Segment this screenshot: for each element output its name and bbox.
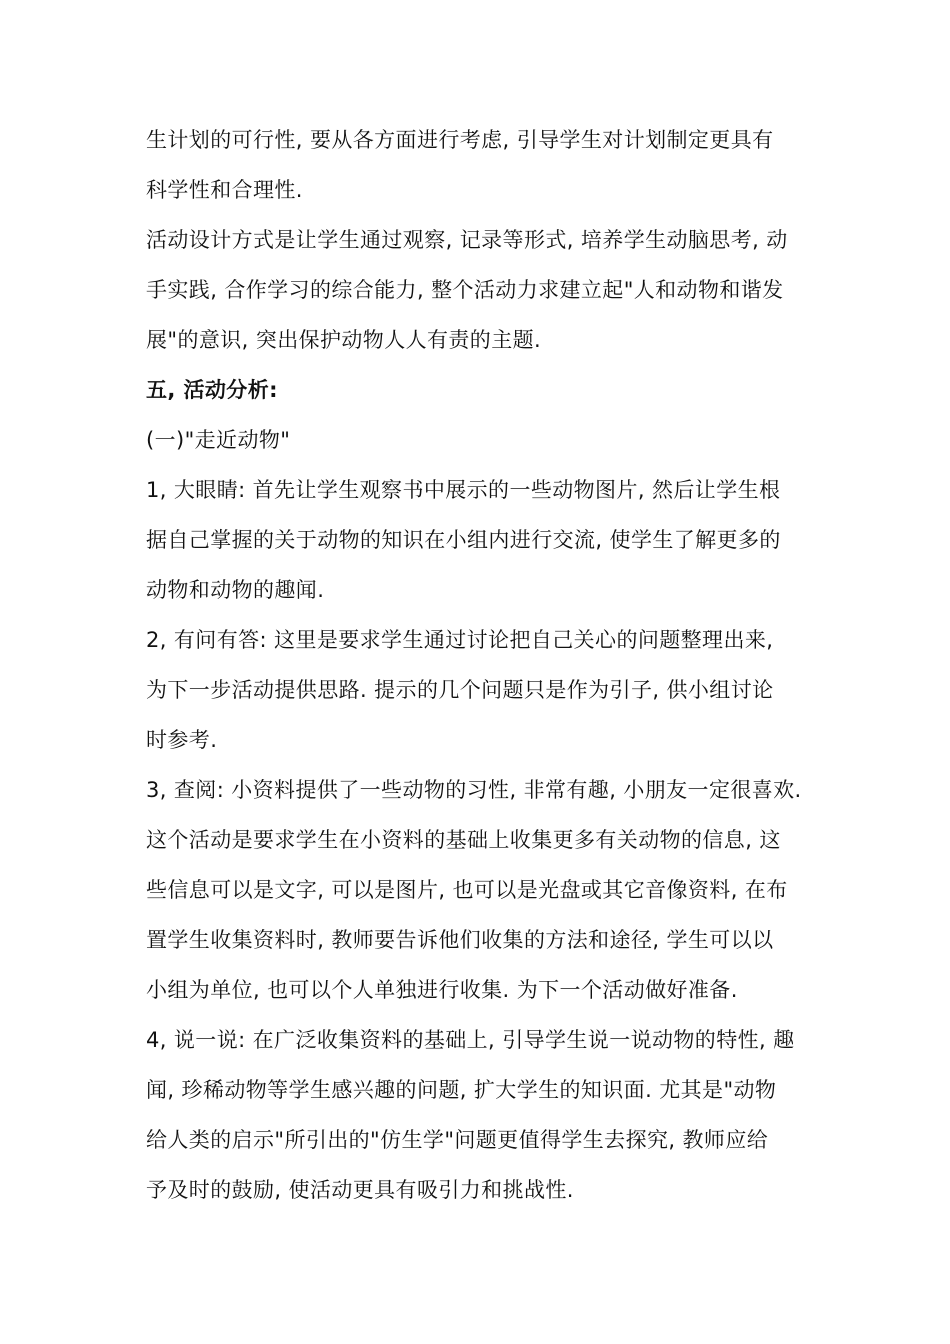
text-line: 闻, 珍稀动物等学生感兴趣的问题, 扩大学生的知识面. 尤其是"动物	[146, 1078, 777, 1102]
text-line: 为下一步活动提供思路. 提示的几个问题只是作为引子, 供小组讨论	[146, 678, 774, 702]
section-heading: 五, 活动分析:	[146, 378, 278, 402]
text-line: 1, 大眼睛: 首先让学生观察书中展示的一些动物图片, 然后让学生根	[146, 478, 781, 502]
text-line: 手实践, 合作学习的综合能力, 整个活动力求建立起"人和动物和谐发	[146, 278, 784, 302]
text-line: 小组为单位, 也可以个人单独进行收集. 为下一个活动做好准备.	[146, 978, 738, 1002]
text-line: 科学性和合理性.	[146, 178, 303, 202]
text-line: 生计划的可行性, 要从各方面进行考虑, 引导学生对计划制定更具有	[146, 128, 774, 152]
subsection-heading: (一)"走近动物"	[146, 428, 291, 452]
text-line: 置学生收集资料时, 教师要告诉他们收集的方法和途径, 学生可以以	[146, 928, 774, 952]
text-line: 展"的意识, 突出保护动物人人有责的主题.	[146, 328, 542, 352]
text-line: 些信息可以是文字, 可以是图片, 也可以是光盘或其它音像资料, 在布	[146, 878, 788, 902]
text-line: 这个活动是要求学生在小资料的基础上收集更多有关动物的信息, 这	[146, 828, 781, 852]
text-line: 2, 有问有答: 这里是要求学生通过讨论把自己关心的问题整理出来,	[146, 628, 774, 652]
text-line: 予及时的鼓励, 使活动更具有吸引力和挑战性.	[146, 1178, 574, 1202]
text-line: 活动设计方式是让学生通过观察, 记录等形式, 培养学生动脑思考, 动	[146, 228, 788, 252]
text-line: 给人类的启示"所引出的"仿生学"问题更值得学生去探究, 教师应给	[146, 1128, 769, 1152]
text-line: 4, 说一说: 在广泛收集资料的基础上, 引导学生说一说动物的特性, 趣	[146, 1028, 795, 1052]
text-line: 3, 查阅: 小资料提供了一些动物的习性, 非常有趣, 小朋友一定很喜欢.	[146, 778, 802, 802]
text-line: 据自己掌握的关于动物的知识在小组内进行交流, 使学生了解更多的	[146, 528, 781, 552]
text-line: 动物和动物的趣闻.	[146, 578, 325, 602]
text-line: 时参考.	[146, 728, 218, 752]
